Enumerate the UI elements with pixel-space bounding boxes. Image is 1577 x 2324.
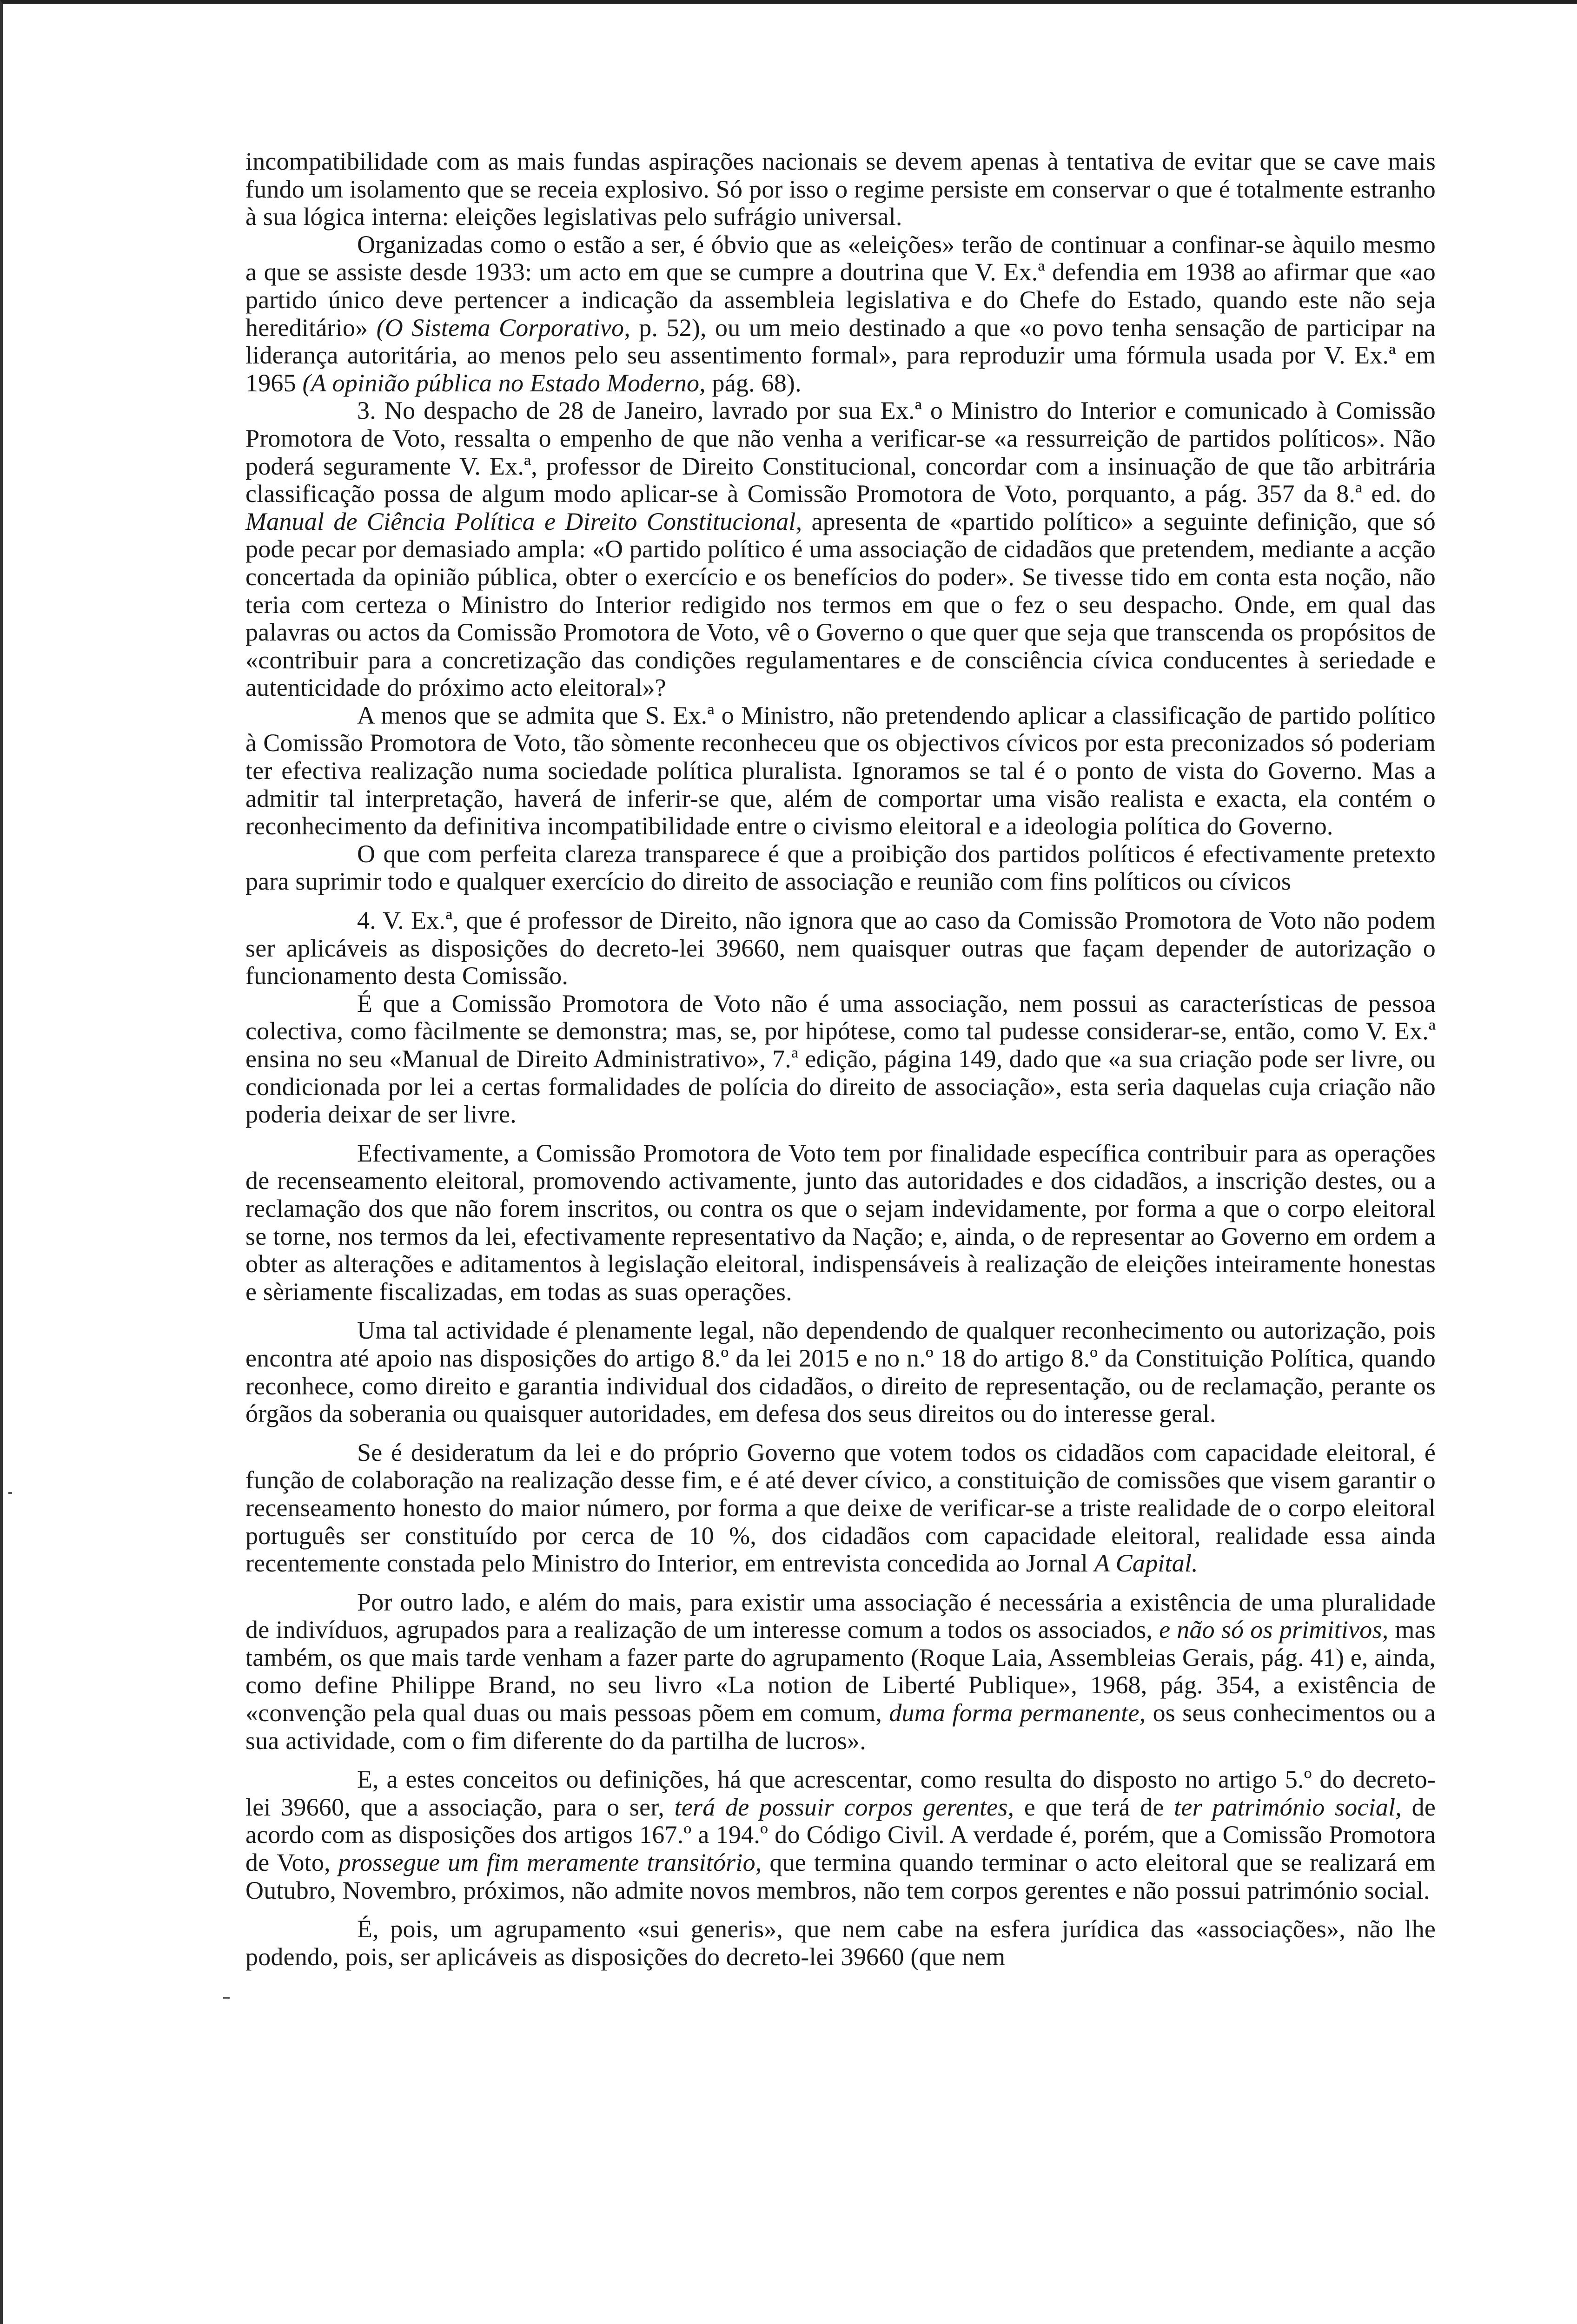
italic-text: duma forma permanente,: [889, 1699, 1146, 1727]
italic-text: e não só os primitivos,: [1159, 1616, 1389, 1644]
paragraph: [245, 1439, 1436, 1578]
paragraph: [245, 907, 1436, 990]
paragraph-text: É que a Comissão Promotora de Voto não é uma associação, nem possui as características de pessoa colectiva, como fàcilmente se demonstra; mas, se, por hipótese, como tal pudesse considerar-se, então, como V. Ex.ª ensina no seu «Manual de Direito Administrativo», 7.ª edição, página 149, dado que «a sua criação pode ser livre, ou condicionada por lei a certas formalidades de polícia do direito de associação», esta seria daquelas cuja criação não poderia deixar de ser livre.: [245, 989, 1436, 1129]
paragraph-text: 4. V. Ex.ª, que é professor de Direito, não ignora que ao caso da Comissão Promotora de Voto não podem ser aplicáveis as disposições do decreto-lei 39660, nem quaisquer outras que façam depender de autorização o funcionamento desta Comissão.: [245, 906, 1436, 990]
italic-text: prossegue um fim meramente transitório,: [338, 1849, 762, 1877]
paragraph-text: Se é desideratum da lei e do próprio Governo que votem todos os cidadãos com capacidade eleitoral, é função de colaboração na realização desse fim, e é até dever cívico, a constituição de comissões que visem garantir o recenseamento honesto do maior número, por forma a que deixe de verificar-se a triste realidade de o corpo eleitoral português ser constituído por cerca de 10 %, dos cidadãos com capacidade eleitoral, realidade essa ainda recentemente constada pelo Ministro do Interior, em entrevista concedida ao Jornal: [245, 1438, 1436, 1578]
paragraph: [245, 702, 1436, 840]
paragraph: [245, 397, 1436, 702]
margin-mark: [8, 1492, 12, 1494]
paragraph-text: apresenta de «partido político» a seguinte definição, que só pode pecar por demasiado ampla: «O partido político é uma associação de cidadãos que pretendem, mediante a acção concertada da opinião pública, obter o exercício e os benefícios do poder». Se tivesse tido em conta esta noção, não teria com certeza o Ministro do Interior redigido nos termos em que o fez o seu despacho. Onde, em qual das palavras ou actos da Comissão Promotora de Voto, vê o Governo o que quer que seja que transcenda os propósitos de «contribuir para a concretização das condições regulamentares e de consciência cívica conducentes à seriedade e autenticidade do próximo acto eleitoral»?: [245, 507, 1436, 702]
paragraph-text: p. 52), ou um meio destinado a que «o povo tenha sensação de participar na liderança autoritária, ao menos pelo seu assentimento formal», para reproduzir uma fórmula usada por V. Ex.ª em 1965: [245, 313, 1436, 397]
italic-text: A Capital.: [1094, 1549, 1198, 1578]
italic-text: ter património social,: [1174, 1793, 1402, 1821]
paragraph-text: e que terá de: [1014, 1793, 1174, 1821]
paragraph-text: É, pois, um agrupamento «sui generis», que nem cabe na esfera jurídica das «associações», não lhe podendo, pois, ser aplicáveis as disposições do decreto-lei 39660 (que nem: [245, 1915, 1436, 1971]
paragraph: [245, 1766, 1436, 1904]
margin-mark: [223, 1997, 230, 1999]
paragraph: [245, 148, 1436, 231]
paragraph-text: Efectivamente, a Comissão Promotora de Voto tem por finalidade específica contribuir para as operações de recenseamento eleitoral, promovendo activamente, junto das autoridades e dos cidadãos, a inscrição destes, ou a reclamação dos que não forem inscritos, ou contra os que o sejam indevidamente, por forma a que o corpo eleitoral se torne, nos termos da lei, efectivamente representativo da Nação; e, ainda, o de representar ao Governo em ordem a obter as alterações e aditamentos à legislação eleitoral, indispensáveis à realização de eleições inteiramente honestas e sèriamente fiscalizadas, em todas as suas operações.: [245, 1139, 1436, 1306]
paragraph-text: mas também, os que mais tarde venham a fazer parte do agrupamento (Roque Laia, Assembleias Gerais, pág. 41) e, ainda, como define Philippe Brand, no seu livro «La notion de Liberté Publique», 1968, pág. 354, a existência de «convenção pela qual duas ou mais pessoas põem em comum,: [245, 1616, 1436, 1727]
paragraph-text: que termina quando terminar o acto eleitoral que se realizará em Outubro, Novembro, próximos, não admite novos membros, não tem corpos gerentes e não possui património social.: [245, 1849, 1436, 1904]
paragraph-text: os seus conhecimentos ou a sua actividade, com o fim diferente do da partilha de lucros».: [245, 1699, 1436, 1755]
paragraph: [245, 1317, 1436, 1427]
paragraph-text: Uma tal actividade é plenamente legal, não dependendo de qualquer reconhecimento ou autorização, pois encontra até apoio nas disposições do artigo 8.º da lei 2015 e no n.º 18 do artigo 8.º da Constituição Política, quando reconhece, como direito e garantia individual dos cidadãos, o direito de representação, ou de reclamação, perante os órgãos da soberania ou quaisquer autoridades, em defesa dos seus direitos ou do interesse geral.: [245, 1316, 1436, 1428]
paragraph: [245, 840, 1436, 896]
paragraph-text: O que com perfeita clareza transparece é que a proibição dos partidos políticos é efectivamente pretexto para suprimir todo e qualquer exercício do direito de associação e reunião com fins políticos ou cívicos: [245, 839, 1436, 896]
paragraph-text: 3. No despacho de 28 de Janeiro, lavrado por sua Ex.ª o Ministro do Interior e comunicado à Comissão Promotora de Voto, ressalta o empenho de que não venha a verificar-se «a ressurreição de partidos políticos». Não poderá seguramente V. Ex.ª, professor de Direito Constitucional, concordar com a insinuação de que tão arbitrária classificação possa de algum modo aplicar-se à Comissão Promotora de Voto, porquanto, a pág. 357 da 8.ª ed. do: [245, 396, 1436, 508]
paragraph-text: de acordo com as disposições dos artigos 167.º a 194.º do Código Civil. A verdade é, porém, que a Comissão Promotora de Voto,: [245, 1793, 1436, 1877]
italic-text: Manual de Ciência Política e Direito Constitucional,: [245, 507, 802, 535]
paragraph-text: incompatibilidade com as mais fundas aspirações nacionais se devem apenas à tentativa de evitar que se cave mais fundo um isolamento que se receia explosivo. Só por isso o regime persiste em conservar o que é totalmente estranho à sua lógica interna: eleições legislativas pelo sufrágio universal.: [245, 147, 1436, 231]
paragraph-text: pág. 68).: [705, 369, 802, 397]
paragraph: [245, 1140, 1436, 1306]
paragraph: [245, 231, 1436, 397]
paragraph-text: A menos que se admita que S. Ex.ª o Ministro, não pretendendo aplicar a classificação de partido político à Comissão Promotora de Voto, tão sòmente reconheceu que os objectivos cívicos por esta preconizados só poderiam ter efectiva realização numa sociedade política pluralista. Ignoramos se tal é o ponto de vista do Governo. Mas a admitir tal interpretação, haverá de inferir-se que, além de comportar uma visão realista e exacta, ela contém o reconhecimento da definitiva incompatibilidade entre o civismo eleitoral e a ideologia política do Governo.: [245, 701, 1436, 840]
paragraph-text: Por outro lado, e além do mais, para existir uma associação é necessária a existência de uma pluralidade de indivíduos, agrupados para a realização de um interesse comum a todos os associados,: [245, 1588, 1436, 1644]
paragraph: [245, 1589, 1436, 1755]
paragraph-text: Organizadas como o estão a ser, é óbvio que as «eleições» terão de continuar a confinar-se àquilo mesmo a que se assiste desde 1933: um acto em que se cumpre a doutrina que V. Ex.ª defendia em 1938 ao afirmar que «ao partido único deve pertencer a indicação da assembleia legislativa e do Chefe do Estado, quando este não seja hereditário»: [245, 230, 1436, 342]
italic-text: terá de possuir corpos gerentes,: [674, 1793, 1014, 1821]
paragraph: [245, 1915, 1436, 1971]
paragraph: [245, 990, 1436, 1129]
document-body: [245, 148, 1436, 1971]
italic-text: (A opinião pública no Estado Moderno,: [302, 369, 706, 397]
italic-text: (O Sistema Corporativo,: [376, 313, 630, 342]
paragraph-text: E, a estes conceitos ou definições, há que acrescentar, como resulta do disposto no artigo 5.º do decreto-lei 39660, que a associação, para o ser,: [245, 1765, 1436, 1821]
